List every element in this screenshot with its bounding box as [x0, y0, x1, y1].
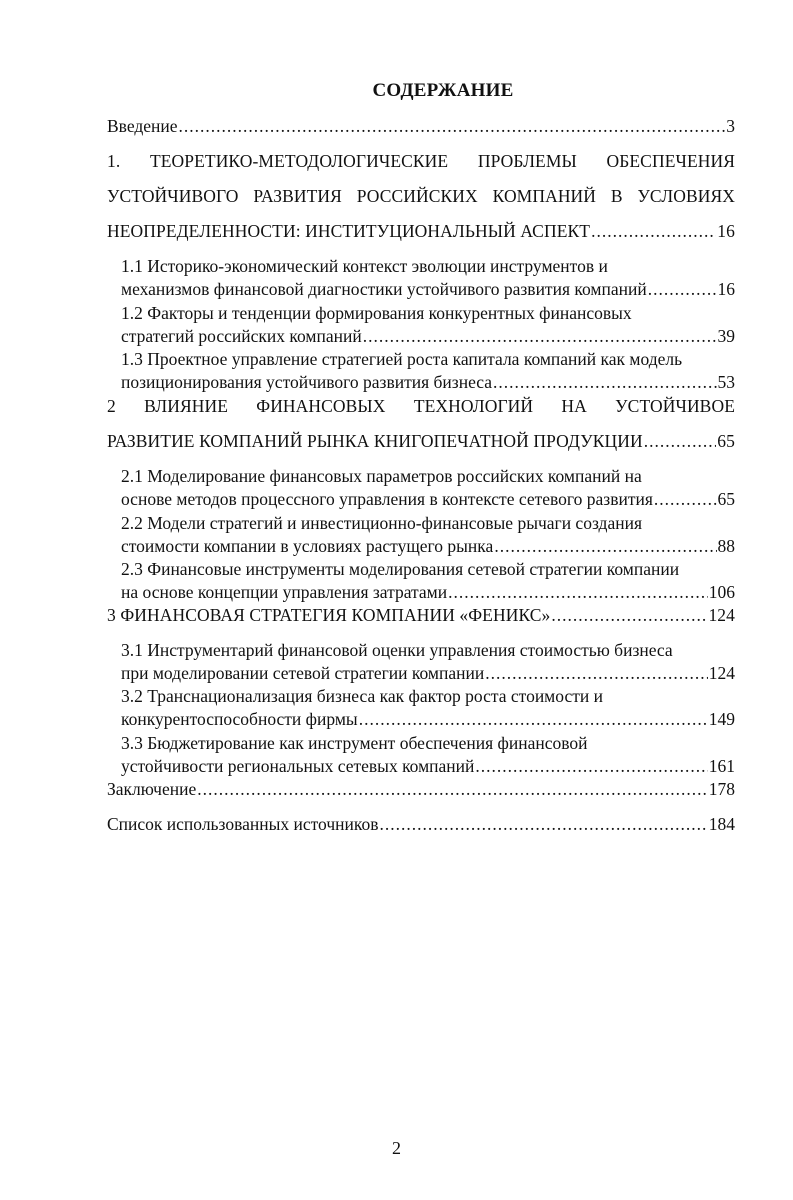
toc-page-number: 65 [717, 431, 735, 451]
leader-dots [363, 326, 717, 346]
toc-section-3-1-line-2[interactable] [121, 663, 735, 683]
toc-section-1-1-line-1[interactable]: 1.1 Историко-экономический контекст эволюции инструментов и [121, 256, 608, 276]
toc-page-number: 149 [708, 709, 735, 729]
leader-dots [654, 489, 717, 509]
toc-entry-label: устойчивости региональных сетевых компаний [121, 756, 475, 776]
toc-page-number: 16 [717, 221, 735, 241]
toc-section-2-3-line-2[interactable] [121, 582, 735, 602]
toc-entry-references[interactable] [107, 814, 735, 834]
toc-section-1-3-line-2[interactable] [121, 372, 735, 392]
toc-entry-conclusion[interactable] [107, 779, 735, 799]
toc-entry-label: Список использованных источников [107, 814, 379, 834]
toc-section-3-2-line-2[interactable] [121, 709, 735, 729]
toc-chapter-2-line-2[interactable] [107, 431, 735, 451]
toc-section-2-1-line-1[interactable]: 2.1 Моделирование финансовых параметров российских компаний на [121, 466, 642, 486]
toc-entry-label: при моделировании сетевой стратегии компании [121, 663, 485, 683]
leader-dots [448, 582, 708, 602]
toc-entry-label: Введение [107, 116, 178, 136]
toc-page-number: 16 [717, 279, 735, 299]
leader-dots [475, 756, 707, 776]
toc-section-2-1-line-2[interactable] [121, 489, 735, 509]
toc-entry-label: конкурентоспособности фирмы [121, 709, 358, 729]
toc-section-2-2-line-2[interactable] [121, 536, 735, 556]
toc-section-1-3-line-1[interactable]: 1.3 Проектное управление стратегией роста капитала компаний как модель [121, 349, 683, 369]
leader-dots [485, 663, 708, 683]
toc-entry-label: 3 ФИНАНСОВАЯ СТРАТЕГИЯ КОМПАНИИ «ФЕНИКС» [107, 605, 551, 625]
toc-section-2-2-line-1[interactable]: 2.2 Модели стратегий и инвестиционно-финансовые рычаги создания [121, 513, 643, 533]
toc-page-number: 39 [717, 326, 735, 346]
toc-section-3-2-line-1[interactable]: 3.2 Транснационализация бизнеса как фактор роста стоимости и [121, 686, 603, 706]
leader-dots [359, 709, 708, 729]
toc-page-number: 65 [717, 489, 735, 509]
toc-entry-label: Заключение [107, 779, 197, 799]
leader-dots [591, 221, 716, 241]
toc-entry-label: основе методов процессного управления в контексте сетевого развития [121, 489, 653, 509]
toc-section-1-2-line-2[interactable] [121, 326, 735, 346]
toc-page-number: 88 [717, 536, 735, 556]
toc-entry-label: позиционирования устойчивого развития бизнеса [121, 372, 493, 392]
toc-section-1-1-line-2[interactable] [121, 279, 735, 299]
toc-chapter-3[interactable] [107, 605, 735, 625]
toc-section-3-3-line-2[interactable] [121, 756, 735, 776]
leader-dots [179, 116, 726, 136]
toc-entry-label: РАЗВИТИЕ КОМПАНИЙ РЫНКА КНИГОПЕЧАТНОЙ ПРОДУКЦИИ [107, 431, 643, 451]
toc-section-3-3-line-1[interactable]: 3.3 Бюджетирование как инструмент обеспечения финансовой [121, 733, 588, 753]
toc-page-number: 161 [708, 756, 735, 776]
toc-chapter-2-line-1[interactable]: 2 ВЛИЯНИЕ ФИНАНСОВЫХ ТЕХНОЛОГИЙ НА УСТОЙЧИВОЕ [107, 396, 735, 416]
toc-page-number: 124 [708, 663, 735, 683]
toc-chapter-1-line-1[interactable]: 1. ТЕОРЕТИКО-МЕТОДОЛОГИЧЕСКИЕ ПРОБЛЕМЫ ОБЕСПЕЧЕНИЯ [107, 151, 735, 171]
leader-dots [494, 536, 716, 556]
toc-page-number: 178 [708, 779, 735, 799]
toc-section-2-3-line-1[interactable]: 2.3 Финансовые инструменты моделирования сетевой стратегии компании [121, 559, 680, 579]
toc-page-number: 184 [708, 814, 735, 834]
leader-dots [197, 779, 708, 799]
leader-dots [380, 814, 708, 834]
leader-dots [648, 279, 717, 299]
toc-entry-label: механизмов финансовой диагностики устойчивого развития компаний [121, 279, 647, 299]
toc-chapter-1-line-2[interactable]: УСТОЙЧИВОГО РАЗВИТИЯ РОССИЙСКИХ КОМПАНИЙ В УСЛОВИЯХ [107, 186, 735, 206]
toc-entry-label: НЕОПРЕДЕЛЕННОСТИ: ИНСТИТУЦИОНАЛЬНЫЙ АСПЕКТ [107, 221, 591, 241]
toc-page-number: 53 [717, 372, 735, 392]
toc-entry-label: стоимости компании в условиях растущего рынка [121, 536, 494, 556]
toc-section-3-1-line-1[interactable]: 3.1 Инструментарий финансовой оценки управления стоимостью бизнеса [121, 640, 673, 660]
page-title: СОДЕРЖАНИЕ [372, 80, 514, 101]
toc-entry-label: стратегий российских компаний [121, 326, 362, 346]
toc-page-number: 124 [708, 605, 735, 625]
toc-page-number: 3 [726, 116, 735, 136]
page-number: 2 [392, 1138, 401, 1158]
toc-entry-label: на основе концепции управления затратами [121, 582, 448, 602]
toc-page-number: 106 [708, 582, 735, 602]
leader-dots [493, 372, 716, 392]
leader-dots [551, 605, 707, 625]
toc-section-1-2-line-1[interactable]: 1.2 Факторы и тенденции формирования конкурентных финансовых [121, 303, 632, 323]
toc-chapter-1-line-3[interactable] [107, 221, 735, 241]
leader-dots [644, 431, 717, 451]
toc-entry-introduction[interactable] [107, 116, 735, 136]
